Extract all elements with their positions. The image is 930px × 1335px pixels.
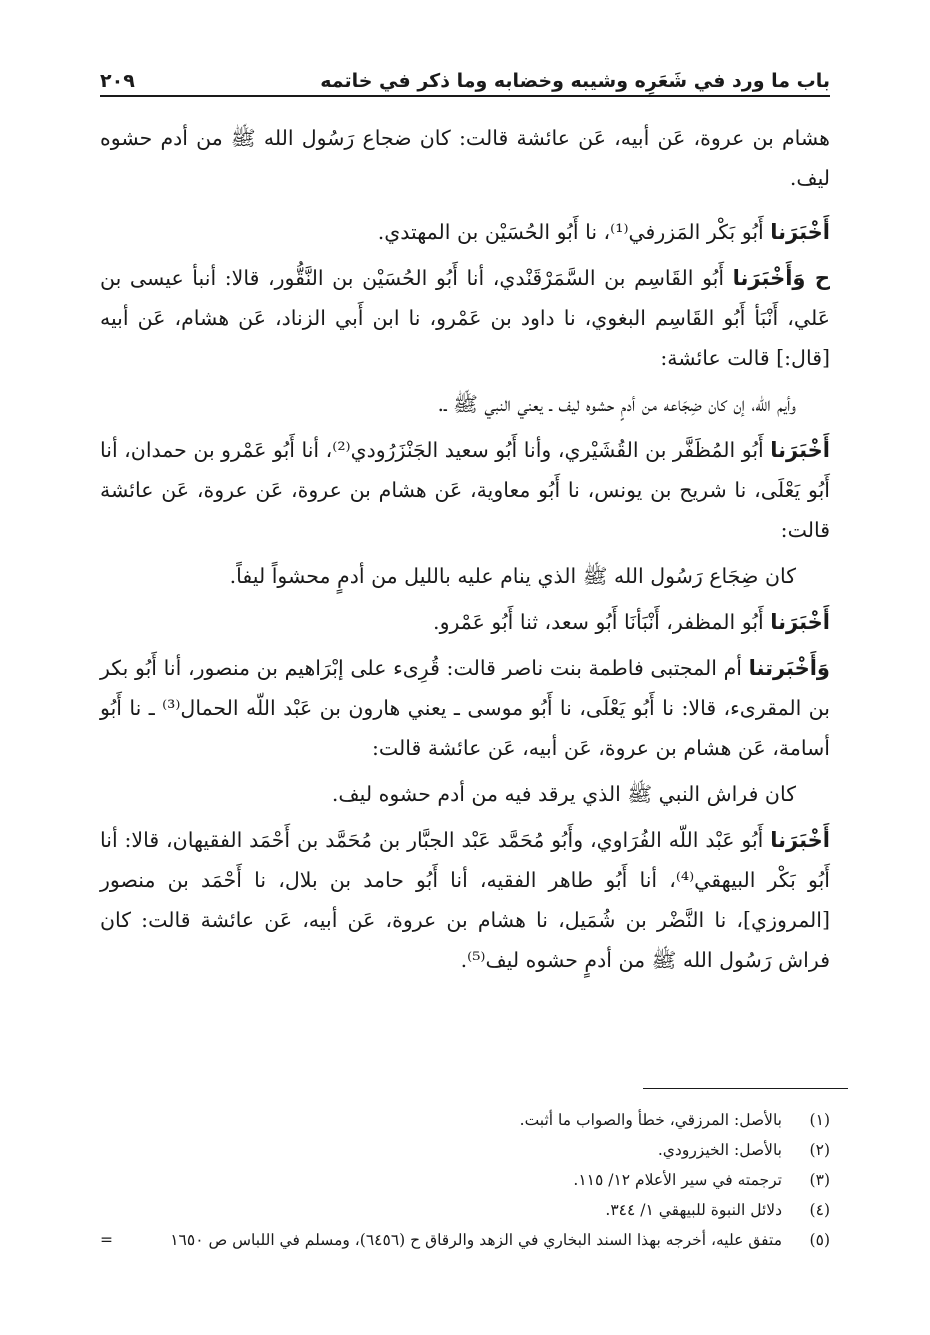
footnote-number: (٤) [809,1201,830,1219]
footnotes [100,1105,830,1255]
isnad-lead: أَخْبَرَنا [770,610,830,634]
paragraph [100,258,830,378]
chapter-title: باب ما ورد في شَعَرِه وشيبه وخضابه وما ذكر في خاتمه [320,70,830,92]
hadith-matn: كان فراش النبي ﷺ الذي يرقد فيه من أدم حشوه ليف. [331,782,796,806]
running-header [100,58,830,92]
isnad-lead: وَأَخْبَرتنا [748,656,830,680]
footnote-number: (٣) [809,1171,830,1189]
footnote-number: (٢) [809,1141,830,1159]
footnote-text: متفق عليه، أخرجه بهذا السند البخاري في الزهد والرقاق ح (٦٤٥٦)، ومسلم في اللباس ص ١٦٥٠ [170,1231,782,1249]
hadith-matn: كان ضِجَاع رَسُول الله ﷺ الذي ينام عليه بالليل من أدمٍ محشواً ليفاً. [229,564,796,588]
paragraph-text: أَبُو المُظَفَّر بن القُشَيْري، وأنا أَبُو سعيد الجَنْزَرُودي⁽²⁾، أنا أَبُو عَمْرو بن حمدان، أنا أَبُو يَعْلَى، نا شريح بن يونس، نا أَبُو معاوية، عَن هشام بن عروة، عَن عروة، عَن عائشة قالت: [100,438,830,542]
footnote [100,1195,830,1225]
paragraph-text: أَبُو عَبْد اللّه الفُرَاوي، وأَبُو مُحَمَّد عَبْد الجبَّار بن مُحَمَّد بن أَحْمَد الفقيهان، قالا: أنا أَبُو بَكْر البيهقي⁽⁴⁾، أنا أَبُو طاهر الفقيه، أنا أَبُو حامد بن بلال، نا أَحْمَد بن منصور [المروزي]، نا النَّضْر بن شُمَيل، نا هشام بن عروة، عَن أبيه، عَن عائشة قالت: كان فراش رَسُول الله ﷺ من أدمٍ حشوه ليف⁽⁵⁾. [100,828,830,972]
footnote [100,1135,830,1165]
isnad-lead: ح وَأَخْبَرَنا [732,266,830,290]
main-text [100,118,830,986]
paragraph-text: أَبُو بَكْر المَزرفي⁽¹⁾، نا أَبُو الحُسَيْن بن المهتدي. [377,220,771,244]
footnote-text: بالأصل: الخيزرودي. [657,1141,782,1159]
paragraph [100,820,830,980]
isnad-lead: أَخْبَرَنا [770,220,830,244]
isnad-lead: أَخْبَرَنا [770,438,831,462]
isnad-lead: أَخْبَرَنا [770,828,830,852]
hadith-matn: وأيم الله، إن كان ضِجَاعه من أدمٍ حشوه ليف ـ يعني النبي ﷺ ـ. [437,392,796,416]
paragraph [100,648,830,768]
footnote-text: بالأصل: المرزقي، خطأ والصواب ما أثبت. [519,1111,782,1129]
footnote-text: دلائل النبوة للبيهقي ١/ ٣٤٤. [605,1201,782,1219]
footnote-number: (٥) [809,1231,830,1249]
paragraph [100,602,830,642]
paragraph-text: أَبُو القَاسِم بن السَّمَرْقَنْدي، أنا أَبُو الحُسَيْن بن النَّقُّور، قالا: أنبأ عيسى بن عَلي، أَنْبَأ أَبُو القَاسِم البغوي، نا داود بن عَمْرو، نا ابن أَبي الزناد، عَن هشام، عَن أبيه [قال:] قالت عائشة: [100,266,830,370]
header-rule [100,95,830,97]
footnote [100,1105,830,1135]
footnote [100,1165,830,1195]
footnote-number: (١) [809,1111,830,1129]
paragraph: هشام بن عروة، عَن أبيه، عَن عائشة قالت: كان ضجاع رَسُول الله ﷺ من أدم حشوه ليف. [100,126,830,190]
footnote-separator [643,1088,848,1089]
footnote [100,1225,830,1255]
footnote-continuation-mark: = [100,1231,113,1249]
footnote-text: ترجمته في سير الأعلام ١٢/ ١١٥. [573,1171,782,1189]
page-number: ٢٠٩ [100,70,135,92]
paragraph-text: أَبُو المظفر، أَنْبَأنَا أَبُو سعد، ثنا أَبُو عَمْرو. [433,610,771,634]
paragraph-text: أم المجتبى فاطمة بنت ناصر قالت: قُرِىء على إبْرَاهيم بن منصور، أنا أَبُو بكر بن المقرىء، قالا: نا أَبُو يَعْلَى، نا أَبُو موسى ـ يعني هارون بن عَبْد اللّه الحمال⁽³⁾ ـ نا أَبُو أسامة، عَن هشام بن عروة، عَن أبيه، عَن عائشة قالت: [100,656,830,760]
paragraph [100,212,830,252]
paragraph [100,430,830,550]
